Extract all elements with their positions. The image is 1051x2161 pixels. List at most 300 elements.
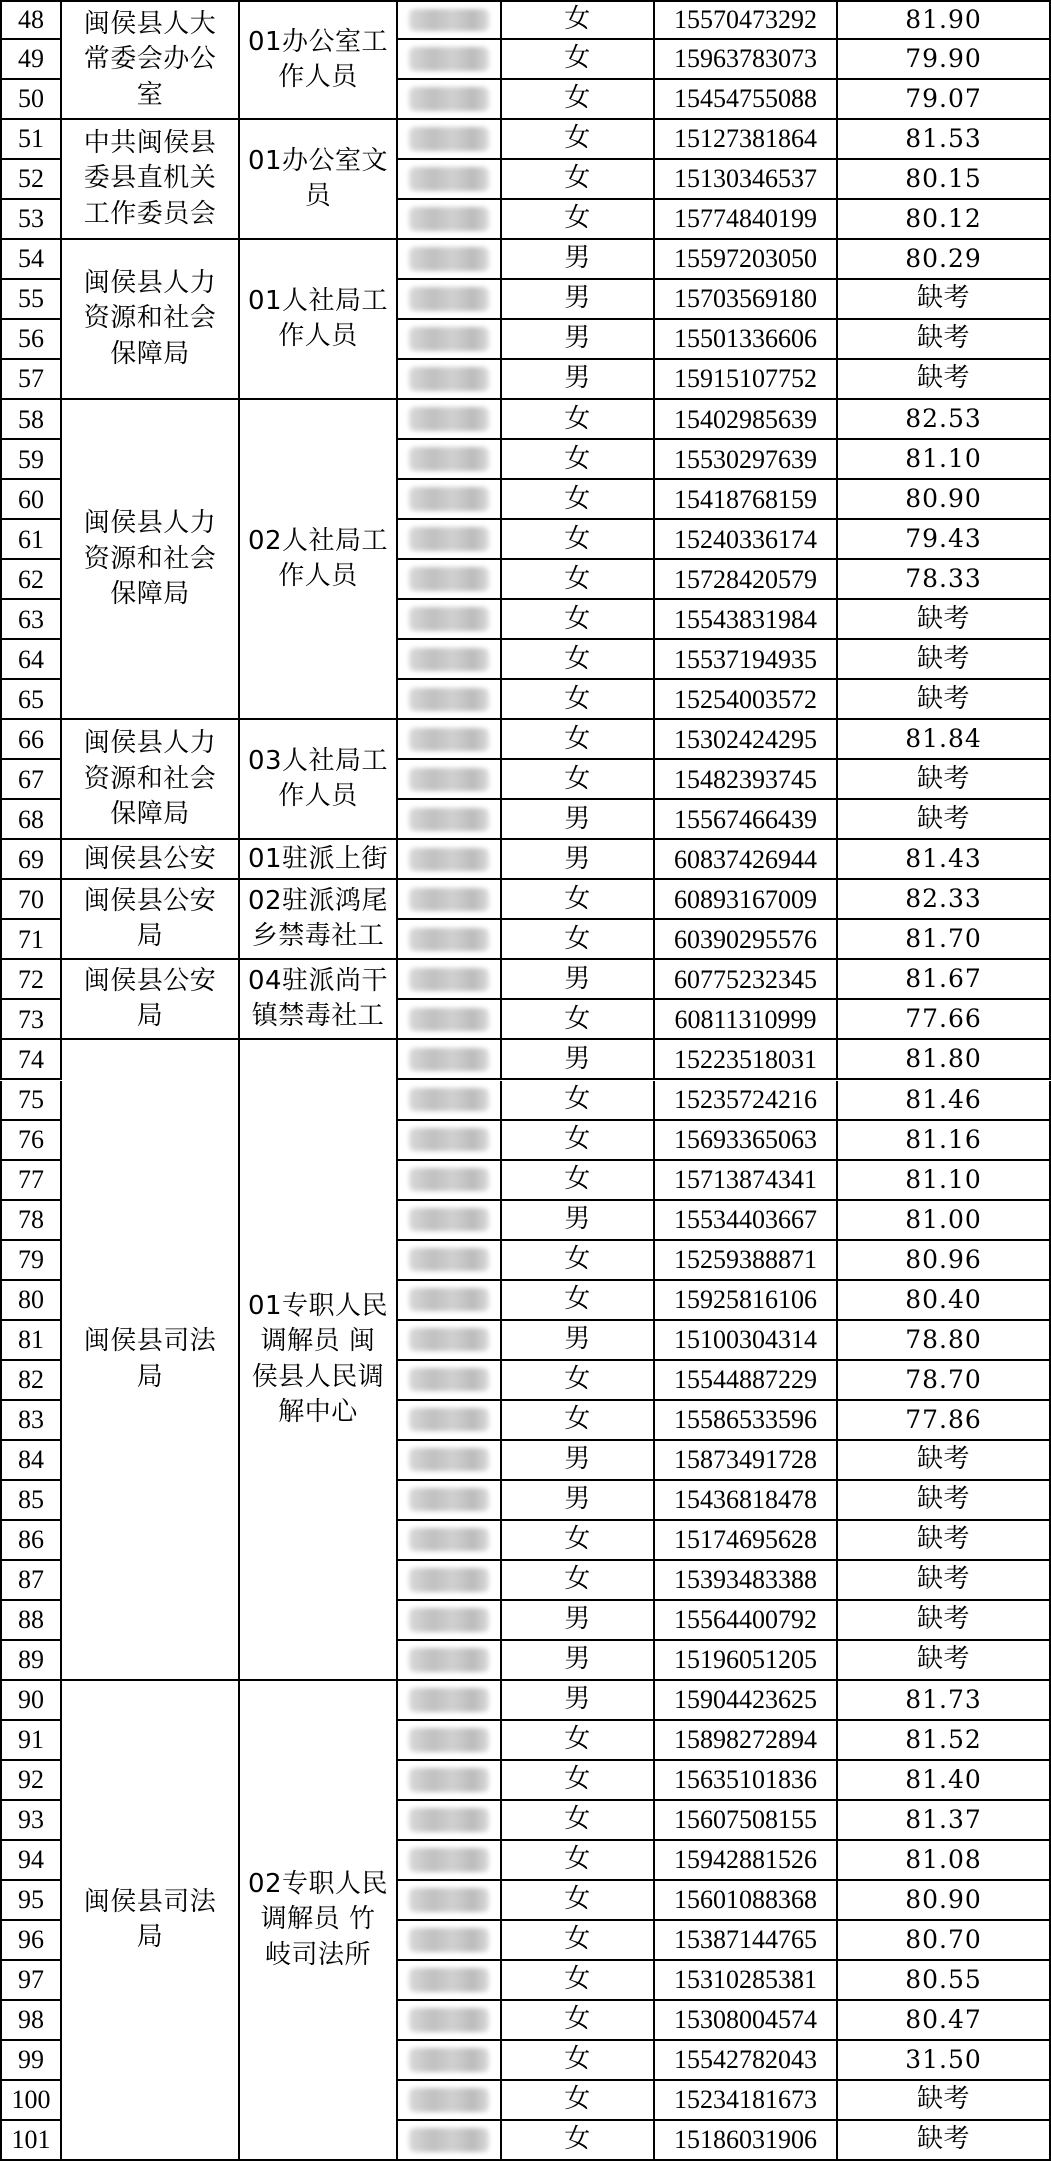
gender-cell: 男 bbox=[502, 1441, 655, 1481]
unit-cell: 闽侯县公安 局 bbox=[62, 960, 240, 1040]
redacted-name-blur bbox=[409, 2048, 489, 2072]
row-number: 85 bbox=[0, 1481, 62, 1521]
redacted-name-blur bbox=[409, 2088, 489, 2112]
row-number: 86 bbox=[0, 1521, 62, 1561]
phone-cell: 15235724216 bbox=[655, 1081, 838, 1121]
phone-cell: 15543831984 bbox=[655, 600, 838, 640]
score-cell: 缺考 bbox=[838, 1481, 1051, 1521]
row-number: 80 bbox=[0, 1281, 62, 1321]
row-number: 58 bbox=[0, 400, 62, 440]
row-number: 90 bbox=[0, 1681, 62, 1721]
phone-cell: 15534403667 bbox=[655, 1201, 838, 1241]
phone-cell: 15240336174 bbox=[655, 520, 838, 560]
phone-cell: 60893167009 bbox=[655, 880, 838, 920]
unit-cell: 闽侯县人大 常委会办公 室 bbox=[62, 0, 240, 120]
position-cell: 02人社局工 作人员 bbox=[240, 400, 398, 720]
redacted-name-blur bbox=[409, 1328, 489, 1352]
name-cell-redacted bbox=[398, 240, 502, 280]
name-cell-redacted bbox=[398, 760, 502, 800]
phone-cell: 15234181673 bbox=[655, 2081, 838, 2121]
phone-cell: 15607508155 bbox=[655, 1801, 838, 1841]
gender-cell: 女 bbox=[502, 1161, 655, 1201]
phone-cell: 15567466439 bbox=[655, 800, 838, 840]
unit-cell: 闽侯县人力 资源和社会 保障局 bbox=[62, 720, 240, 840]
name-cell-redacted bbox=[398, 840, 502, 880]
name-cell-redacted bbox=[398, 480, 502, 520]
gender-cell: 女 bbox=[502, 400, 655, 440]
phone-cell: 15544887229 bbox=[655, 1361, 838, 1401]
redacted-name-blur bbox=[409, 1408, 489, 1432]
row-number: 95 bbox=[0, 1881, 62, 1921]
position-cell: 04驻派尚干 镇禁毒社工 bbox=[240, 960, 398, 1040]
name-cell-redacted bbox=[398, 1561, 502, 1601]
phone-cell: 15501336606 bbox=[655, 320, 838, 360]
unit-cell: 闽侯县人力 资源和社会 保障局 bbox=[62, 400, 240, 720]
gender-cell: 女 bbox=[502, 480, 655, 520]
row-number: 48 bbox=[0, 0, 62, 40]
row-number: 97 bbox=[0, 1961, 62, 2001]
redacted-name-blur bbox=[409, 848, 489, 872]
phone-cell: 15418768159 bbox=[655, 480, 838, 520]
redacted-name-blur bbox=[409, 2128, 489, 2152]
gender-cell: 女 bbox=[502, 160, 655, 200]
phone-cell: 15174695628 bbox=[655, 1521, 838, 1561]
row-number: 81 bbox=[0, 1321, 62, 1361]
row-number: 68 bbox=[0, 800, 62, 840]
name-cell-redacted bbox=[398, 2121, 502, 2161]
row-number: 89 bbox=[0, 1641, 62, 1681]
phone-cell: 15259388871 bbox=[655, 1241, 838, 1281]
name-cell-redacted bbox=[398, 1000, 502, 1040]
redacted-name-blur bbox=[409, 367, 489, 391]
phone-cell: 15186031906 bbox=[655, 2121, 838, 2161]
score-cell: 80.47 bbox=[838, 2001, 1051, 2041]
redacted-name-blur bbox=[409, 928, 489, 952]
name-cell-redacted bbox=[398, 880, 502, 920]
score-cell: 31.50 bbox=[838, 2041, 1051, 2081]
phone-cell: 15635101836 bbox=[655, 1761, 838, 1801]
name-cell-redacted bbox=[398, 2001, 502, 2041]
score-cell: 80.12 bbox=[838, 200, 1051, 240]
row-number: 101 bbox=[0, 2121, 62, 2161]
redacted-name-blur bbox=[409, 287, 489, 311]
redacted-name-blur bbox=[409, 888, 489, 912]
score-cell: 缺考 bbox=[838, 1641, 1051, 1681]
redacted-name-blur bbox=[409, 1968, 489, 1992]
name-cell-redacted bbox=[398, 1321, 502, 1361]
gender-cell: 女 bbox=[502, 1721, 655, 1761]
unit-cell: 闽侯县公安 bbox=[62, 840, 240, 880]
phone-cell: 15915107752 bbox=[655, 360, 838, 400]
phone-cell: 60837426944 bbox=[655, 840, 838, 880]
score-cell: 缺考 bbox=[838, 320, 1051, 360]
row-number: 88 bbox=[0, 1601, 62, 1641]
gender-cell: 男 bbox=[502, 360, 655, 400]
row-number: 69 bbox=[0, 840, 62, 880]
redacted-name-blur bbox=[409, 607, 489, 631]
row-number: 64 bbox=[0, 640, 62, 680]
row-number: 61 bbox=[0, 520, 62, 560]
row-number: 67 bbox=[0, 760, 62, 800]
score-cell: 81.08 bbox=[838, 1841, 1051, 1881]
name-cell-redacted bbox=[398, 640, 502, 680]
phone-cell: 15542782043 bbox=[655, 2041, 838, 2081]
gender-cell: 男 bbox=[502, 1040, 655, 1080]
row-number: 52 bbox=[0, 160, 62, 200]
phone-cell: 15130346537 bbox=[655, 160, 838, 200]
phone-cell: 15713874341 bbox=[655, 1161, 838, 1201]
score-cell: 缺考 bbox=[838, 760, 1051, 800]
score-cell: 81.73 bbox=[838, 1681, 1051, 1721]
gender-cell: 女 bbox=[502, 1000, 655, 1040]
name-cell-redacted bbox=[398, 1201, 502, 1241]
row-number: 59 bbox=[0, 440, 62, 480]
score-cell: 81.52 bbox=[838, 1721, 1051, 1761]
redacted-name-blur bbox=[409, 1928, 489, 1952]
name-cell-redacted bbox=[398, 960, 502, 1000]
name-cell-redacted bbox=[398, 1361, 502, 1401]
gender-cell: 女 bbox=[502, 1281, 655, 1321]
phone-cell: 15482393745 bbox=[655, 760, 838, 800]
phone-cell: 15254003572 bbox=[655, 680, 838, 720]
redacted-name-blur bbox=[409, 1648, 489, 1672]
redacted-name-blur bbox=[409, 1448, 489, 1472]
row-number: 74 bbox=[0, 1040, 62, 1080]
redacted-name-blur bbox=[409, 688, 489, 712]
gender-cell: 女 bbox=[502, 40, 655, 80]
gender-cell: 女 bbox=[502, 640, 655, 680]
score-cell: 81.70 bbox=[838, 920, 1051, 960]
gender-cell: 男 bbox=[502, 240, 655, 280]
name-cell-redacted bbox=[398, 1681, 502, 1721]
row-number: 100 bbox=[0, 2081, 62, 2121]
redacted-name-blur bbox=[409, 1088, 489, 1112]
phone-cell: 15570473292 bbox=[655, 0, 838, 40]
row-number: 71 bbox=[0, 920, 62, 960]
row-number: 65 bbox=[0, 680, 62, 720]
row-number: 63 bbox=[0, 600, 62, 640]
score-cell: 81.84 bbox=[838, 720, 1051, 760]
score-cell: 缺考 bbox=[838, 1521, 1051, 1561]
name-cell-redacted bbox=[398, 1281, 502, 1321]
gender-cell: 女 bbox=[502, 1801, 655, 1841]
redacted-name-blur bbox=[409, 407, 489, 431]
gender-cell: 女 bbox=[502, 880, 655, 920]
phone-cell: 15127381864 bbox=[655, 120, 838, 160]
position-cell: 02驻派鸿尾 乡禁毒社工 bbox=[240, 880, 398, 960]
gender-cell: 女 bbox=[502, 1241, 655, 1281]
score-cell: 77.86 bbox=[838, 1401, 1051, 1441]
gender-cell: 女 bbox=[502, 520, 655, 560]
score-cell: 缺考 bbox=[838, 1561, 1051, 1601]
gender-cell: 女 bbox=[502, 1561, 655, 1601]
score-cell: 79.90 bbox=[838, 40, 1051, 80]
score-cell: 81.53 bbox=[838, 120, 1051, 160]
phone-cell: 15703569180 bbox=[655, 280, 838, 320]
row-number: 70 bbox=[0, 880, 62, 920]
redacted-name-blur bbox=[409, 768, 489, 792]
redacted-name-blur bbox=[409, 1568, 489, 1592]
gender-cell: 女 bbox=[502, 440, 655, 480]
row-number: 94 bbox=[0, 1841, 62, 1881]
phone-cell: 15393483388 bbox=[655, 1561, 838, 1601]
row-number: 75 bbox=[0, 1081, 62, 1121]
row-number: 84 bbox=[0, 1441, 62, 1481]
gender-cell: 女 bbox=[502, 2121, 655, 2161]
redacted-name-blur bbox=[409, 1848, 489, 1872]
redacted-name-blur bbox=[409, 127, 489, 151]
row-number: 78 bbox=[0, 1201, 62, 1241]
name-cell-redacted bbox=[398, 920, 502, 960]
name-cell-redacted bbox=[398, 1481, 502, 1521]
row-number: 87 bbox=[0, 1561, 62, 1601]
phone-cell: 15586533596 bbox=[655, 1401, 838, 1441]
gender-cell: 男 bbox=[502, 1601, 655, 1641]
name-cell-redacted bbox=[398, 1161, 502, 1201]
name-cell-redacted bbox=[398, 280, 502, 320]
name-cell-redacted bbox=[398, 1801, 502, 1841]
row-number: 93 bbox=[0, 1801, 62, 1841]
name-cell-redacted bbox=[398, 1040, 502, 1080]
score-cell: 80.15 bbox=[838, 160, 1051, 200]
name-cell-redacted bbox=[398, 680, 502, 720]
name-cell-redacted bbox=[398, 0, 502, 40]
phone-cell: 15564400792 bbox=[655, 1601, 838, 1641]
unit-cell: 闽侯县人力 资源和社会 保障局 bbox=[62, 240, 240, 400]
name-cell-redacted bbox=[398, 800, 502, 840]
score-cell: 81.37 bbox=[838, 1801, 1051, 1841]
position-cell: 03人社局工 作人员 bbox=[240, 720, 398, 840]
name-cell-redacted bbox=[398, 560, 502, 600]
score-cell: 缺考 bbox=[838, 2121, 1051, 2161]
score-cell: 80.90 bbox=[838, 480, 1051, 520]
score-cell: 79.43 bbox=[838, 520, 1051, 560]
gender-cell: 女 bbox=[502, 680, 655, 720]
score-cell: 缺考 bbox=[838, 2081, 1051, 2121]
score-cell: 缺考 bbox=[838, 1441, 1051, 1481]
phone-cell: 60811310999 bbox=[655, 1000, 838, 1040]
gender-cell: 女 bbox=[502, 1961, 655, 2001]
row-number: 50 bbox=[0, 80, 62, 120]
score-cell: 81.16 bbox=[838, 1121, 1051, 1161]
score-cell: 缺考 bbox=[838, 640, 1051, 680]
phone-cell: 15925816106 bbox=[655, 1281, 838, 1321]
name-cell-redacted bbox=[398, 120, 502, 160]
unit-cell: 中共闽侯县 委县直机关 工作委员会 bbox=[62, 120, 240, 240]
redacted-name-blur bbox=[409, 1688, 489, 1712]
name-cell-redacted bbox=[398, 200, 502, 240]
row-number: 57 bbox=[0, 360, 62, 400]
name-cell-redacted bbox=[398, 1881, 502, 1921]
row-number: 91 bbox=[0, 1721, 62, 1761]
redacted-name-blur bbox=[409, 527, 489, 551]
redacted-name-blur bbox=[409, 1728, 489, 1752]
gender-cell: 女 bbox=[502, 1401, 655, 1441]
phone-cell: 15873491728 bbox=[655, 1441, 838, 1481]
name-cell-redacted bbox=[398, 440, 502, 480]
name-cell-redacted bbox=[398, 1081, 502, 1121]
gender-cell: 男 bbox=[502, 1321, 655, 1361]
position-cell: 01办公室文 员 bbox=[240, 120, 398, 240]
redacted-name-blur bbox=[409, 648, 489, 672]
phone-cell: 15537194935 bbox=[655, 640, 838, 680]
score-cell: 81.10 bbox=[838, 440, 1051, 480]
gender-cell: 女 bbox=[502, 1361, 655, 1401]
name-cell-redacted bbox=[398, 1521, 502, 1561]
gender-cell: 男 bbox=[502, 320, 655, 360]
row-number: 56 bbox=[0, 320, 62, 360]
gender-cell: 男 bbox=[502, 800, 655, 840]
row-number: 62 bbox=[0, 560, 62, 600]
score-cell: 缺考 bbox=[838, 600, 1051, 640]
row-number: 49 bbox=[0, 40, 62, 80]
score-cell: 82.53 bbox=[838, 400, 1051, 440]
name-cell-redacted bbox=[398, 1401, 502, 1441]
redacted-name-blur bbox=[409, 968, 489, 992]
row-number: 77 bbox=[0, 1161, 62, 1201]
score-cell: 78.70 bbox=[838, 1361, 1051, 1401]
name-cell-redacted bbox=[398, 1961, 502, 2001]
row-number: 79 bbox=[0, 1241, 62, 1281]
score-cell: 81.67 bbox=[838, 960, 1051, 1000]
phone-cell: 15402985639 bbox=[655, 400, 838, 440]
redacted-name-blur bbox=[409, 1808, 489, 1832]
redacted-name-blur bbox=[409, 1488, 489, 1512]
position-cell: 01专职人民 调解员 闽 侯县人民调 解中心 bbox=[240, 1040, 398, 1680]
gender-cell: 女 bbox=[502, 1841, 655, 1881]
redacted-name-blur bbox=[409, 567, 489, 591]
name-cell-redacted bbox=[398, 1761, 502, 1801]
row-number: 72 bbox=[0, 960, 62, 1000]
name-cell-redacted bbox=[398, 400, 502, 440]
redacted-name-blur bbox=[409, 1248, 489, 1272]
name-cell-redacted bbox=[398, 1601, 502, 1641]
row-number: 99 bbox=[0, 2041, 62, 2081]
position-cell: 01人社局工 作人员 bbox=[240, 240, 398, 400]
score-cell: 80.70 bbox=[838, 1921, 1051, 1961]
score-cell: 82.33 bbox=[838, 880, 1051, 920]
row-number: 73 bbox=[0, 1000, 62, 1040]
redacted-name-blur bbox=[409, 1768, 489, 1792]
score-cell: 81.90 bbox=[838, 0, 1051, 40]
redacted-name-blur bbox=[409, 247, 489, 271]
gender-cell: 女 bbox=[502, 2081, 655, 2121]
gender-cell: 女 bbox=[502, 1881, 655, 1921]
row-number: 55 bbox=[0, 280, 62, 320]
row-number: 82 bbox=[0, 1361, 62, 1401]
score-cell: 缺考 bbox=[838, 1601, 1051, 1641]
phone-cell: 15601088368 bbox=[655, 1881, 838, 1921]
gender-cell: 女 bbox=[502, 920, 655, 960]
score-cell: 81.46 bbox=[838, 1081, 1051, 1121]
score-cell: 缺考 bbox=[838, 360, 1051, 400]
score-cell: 79.07 bbox=[838, 80, 1051, 120]
row-number: 96 bbox=[0, 1921, 62, 1961]
name-cell-redacted bbox=[398, 1121, 502, 1161]
name-cell-redacted bbox=[398, 1441, 502, 1481]
unit-cell: 闽侯县公安 局 bbox=[62, 880, 240, 960]
gender-cell: 男 bbox=[502, 840, 655, 880]
gender-cell: 女 bbox=[502, 1121, 655, 1161]
gender-cell: 女 bbox=[502, 600, 655, 640]
redacted-name-blur bbox=[409, 1608, 489, 1632]
phone-cell: 60390295576 bbox=[655, 920, 838, 960]
position-cell: 02专职人民 调解员 竹 岐司法所 bbox=[240, 1681, 398, 2161]
gender-cell: 女 bbox=[502, 720, 655, 760]
score-cell: 81.10 bbox=[838, 1161, 1051, 1201]
redacted-name-blur bbox=[409, 728, 489, 752]
redacted-name-blur bbox=[409, 87, 489, 111]
phone-cell: 15308004574 bbox=[655, 2001, 838, 2041]
gender-cell: 男 bbox=[502, 1481, 655, 1521]
redacted-name-blur bbox=[409, 207, 489, 231]
gender-cell: 男 bbox=[502, 280, 655, 320]
redacted-name-blur bbox=[409, 167, 489, 191]
redacted-name-blur bbox=[409, 1888, 489, 1912]
redacted-name-blur bbox=[409, 1368, 489, 1392]
name-cell-redacted bbox=[398, 2041, 502, 2081]
score-cell: 80.96 bbox=[838, 1241, 1051, 1281]
name-cell-redacted bbox=[398, 160, 502, 200]
name-cell-redacted bbox=[398, 320, 502, 360]
gender-cell: 女 bbox=[502, 1081, 655, 1121]
score-cell: 81.43 bbox=[838, 840, 1051, 880]
position-cell: 01办公室工 作人员 bbox=[240, 0, 398, 120]
row-number: 83 bbox=[0, 1401, 62, 1441]
redacted-name-blur bbox=[409, 47, 489, 71]
gender-cell: 女 bbox=[502, 0, 655, 40]
redacted-name-blur bbox=[409, 1128, 489, 1152]
gender-cell: 女 bbox=[502, 1521, 655, 1561]
row-number: 60 bbox=[0, 480, 62, 520]
name-cell-redacted bbox=[398, 1721, 502, 1761]
gender-cell: 女 bbox=[502, 1921, 655, 1961]
phone-cell: 15530297639 bbox=[655, 440, 838, 480]
phone-cell: 60775232345 bbox=[655, 960, 838, 1000]
name-cell-redacted bbox=[398, 80, 502, 120]
name-cell-redacted bbox=[398, 1921, 502, 1961]
gender-cell: 女 bbox=[502, 1761, 655, 1801]
phone-cell: 15454755088 bbox=[655, 80, 838, 120]
row-number: 92 bbox=[0, 1761, 62, 1801]
row-number: 54 bbox=[0, 240, 62, 280]
redacted-name-blur bbox=[409, 1008, 489, 1032]
row-number: 66 bbox=[0, 720, 62, 760]
score-cell: 81.00 bbox=[838, 1201, 1051, 1241]
gender-cell: 女 bbox=[502, 760, 655, 800]
score-cell: 77.66 bbox=[838, 1000, 1051, 1040]
gender-cell: 女 bbox=[502, 2041, 655, 2081]
phone-cell: 15904423625 bbox=[655, 1681, 838, 1721]
phone-cell: 15223518031 bbox=[655, 1040, 838, 1080]
score-cell: 80.29 bbox=[838, 240, 1051, 280]
redacted-name-blur bbox=[409, 2008, 489, 2032]
redacted-name-blur bbox=[409, 487, 489, 511]
gender-cell: 女 bbox=[502, 120, 655, 160]
score-cell: 78.33 bbox=[838, 560, 1051, 600]
name-cell-redacted bbox=[398, 600, 502, 640]
gender-cell: 女 bbox=[502, 2001, 655, 2041]
phone-cell: 15693365063 bbox=[655, 1121, 838, 1161]
phone-cell: 15302424295 bbox=[655, 720, 838, 760]
phone-cell: 15774840199 bbox=[655, 200, 838, 240]
phone-cell: 15728420579 bbox=[655, 560, 838, 600]
score-cell: 80.40 bbox=[838, 1281, 1051, 1321]
name-cell-redacted bbox=[398, 1641, 502, 1681]
phone-cell: 15898272894 bbox=[655, 1721, 838, 1761]
name-cell-redacted bbox=[398, 360, 502, 400]
phone-cell: 15387144765 bbox=[655, 1921, 838, 1961]
